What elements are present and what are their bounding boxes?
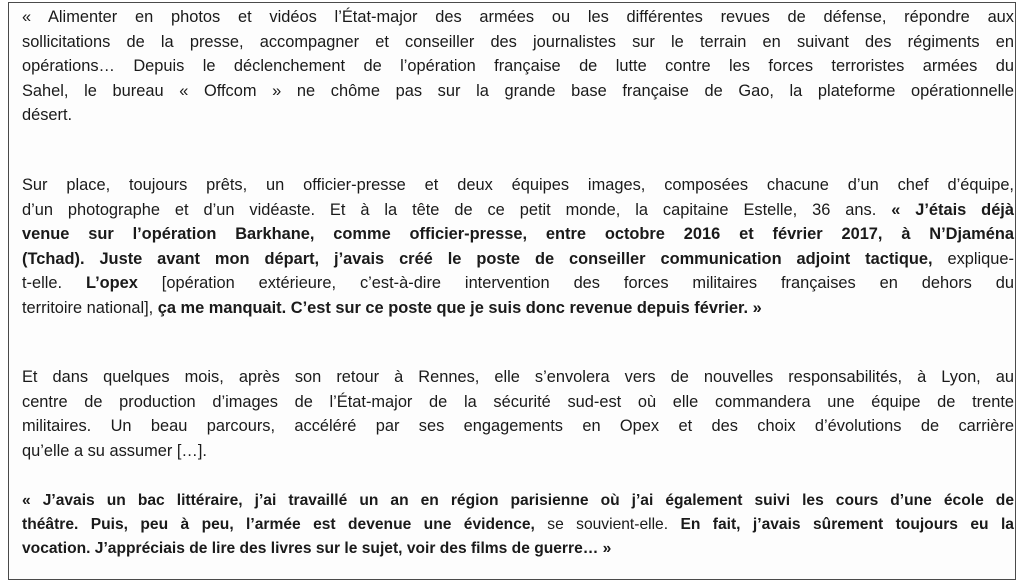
text-line (22, 296, 1014, 321)
text-line (22, 414, 1014, 439)
paragraph-1 (22, 5, 1014, 128)
text-run: explique- (932, 249, 1014, 268)
text-line (22, 537, 1014, 561)
text-line (22, 439, 1014, 464)
text-run: militaires. Un beau parcours, accéléré par ses engagements en Opex et des choix d’évolutions de carrière (22, 417, 1014, 435)
paragraph-3 (22, 365, 1014, 463)
text-line (22, 103, 1014, 128)
text-run: désert. (22, 106, 73, 124)
text-line (22, 247, 1014, 272)
text-line (22, 30, 1014, 55)
text-run: t-elle. (22, 274, 86, 292)
text-run: centre de production d’images de l’État-major de la sécurité sud-est où elle commandera une équipe de trente (22, 392, 1014, 411)
paragraph-4 (22, 489, 1014, 560)
text-line (22, 513, 1014, 537)
text-line (22, 54, 1014, 79)
text-line (22, 489, 1014, 513)
text-line (22, 271, 1014, 296)
quote-run: « J’étais déjà (891, 200, 1014, 219)
quote-run: théâtre. Puis, peu à peu, l’armée est devenue une évidence, (22, 515, 535, 533)
text-line (22, 5, 1014, 30)
text-line (22, 222, 1014, 247)
text-line (22, 390, 1014, 415)
text-run: se souvient-elle. (534, 515, 681, 533)
text-line (22, 365, 1014, 390)
quote-run: En fait, j’avais sûrement toujours eu la (680, 515, 1014, 533)
quote-run: (Tchad). Juste avant mon départ, j’avais créé le poste de conseiller communication adjoint tactique, (22, 249, 933, 268)
paragraph-2 (22, 173, 1014, 320)
text-run: d’un photographe et d’un vidéaste. Et à la tête de ce petit monde, la capitaine Estelle, 36 ans. (22, 200, 892, 219)
text-line (22, 79, 1014, 104)
text-run: Et dans quelques mois, après son retour à Rennes, elle s’envolera vers de nouvelles responsabilités, à Lyon, au (22, 368, 1014, 386)
text-run: Sahel, le bureau « Offcom » ne chôme pas sur la grande base française de Gao, la plateforme opérationnelle (22, 81, 1014, 100)
text-line (22, 198, 1014, 223)
text-run: [opération extérieure, c’est-à-dire intervention des forces militaires françaises en dehors du (137, 274, 1014, 292)
quote-run: ça me manquait. C’est sur ce poste que je suis donc revenue depuis février. » (157, 298, 762, 317)
text-run: « Alimenter en photos et vidéos l’État-major des armées ou les différentes revues de défense, répondre aux (22, 8, 1014, 26)
quote-run: « J’avais un bac littéraire, j’ai travaillé un an en région parisienne où j’ai également suivi les cours d’une école de (22, 492, 1014, 509)
text-run: opérations… Depuis le déclenchement de l’opération française de lutte contre les forces terroristes armées du (22, 57, 1014, 75)
quote-run: venue sur l’opération Barkhane, comme officier-presse, entre octobre 2016 et février 2017, à N’Djaména (22, 225, 1014, 243)
quote-run: vocation. J’appréciais de lire des livres sur le sujet, voir des films de guerre… » (22, 539, 612, 557)
text-run: sollicitations de la presse, accompagner et conseiller des journalistes sur le terrain en suivant des régiments en (22, 32, 1014, 51)
text-run: qu’elle a su assumer […]. (22, 441, 207, 460)
quote-run: L’opex (85, 274, 138, 292)
text-run: territoire national], (22, 298, 158, 317)
text-line (22, 173, 1014, 198)
text-run: Sur place, toujours prêts, un officier-presse et deux équipes images, composées chacune d’un chef d’équipe, (22, 176, 1014, 194)
